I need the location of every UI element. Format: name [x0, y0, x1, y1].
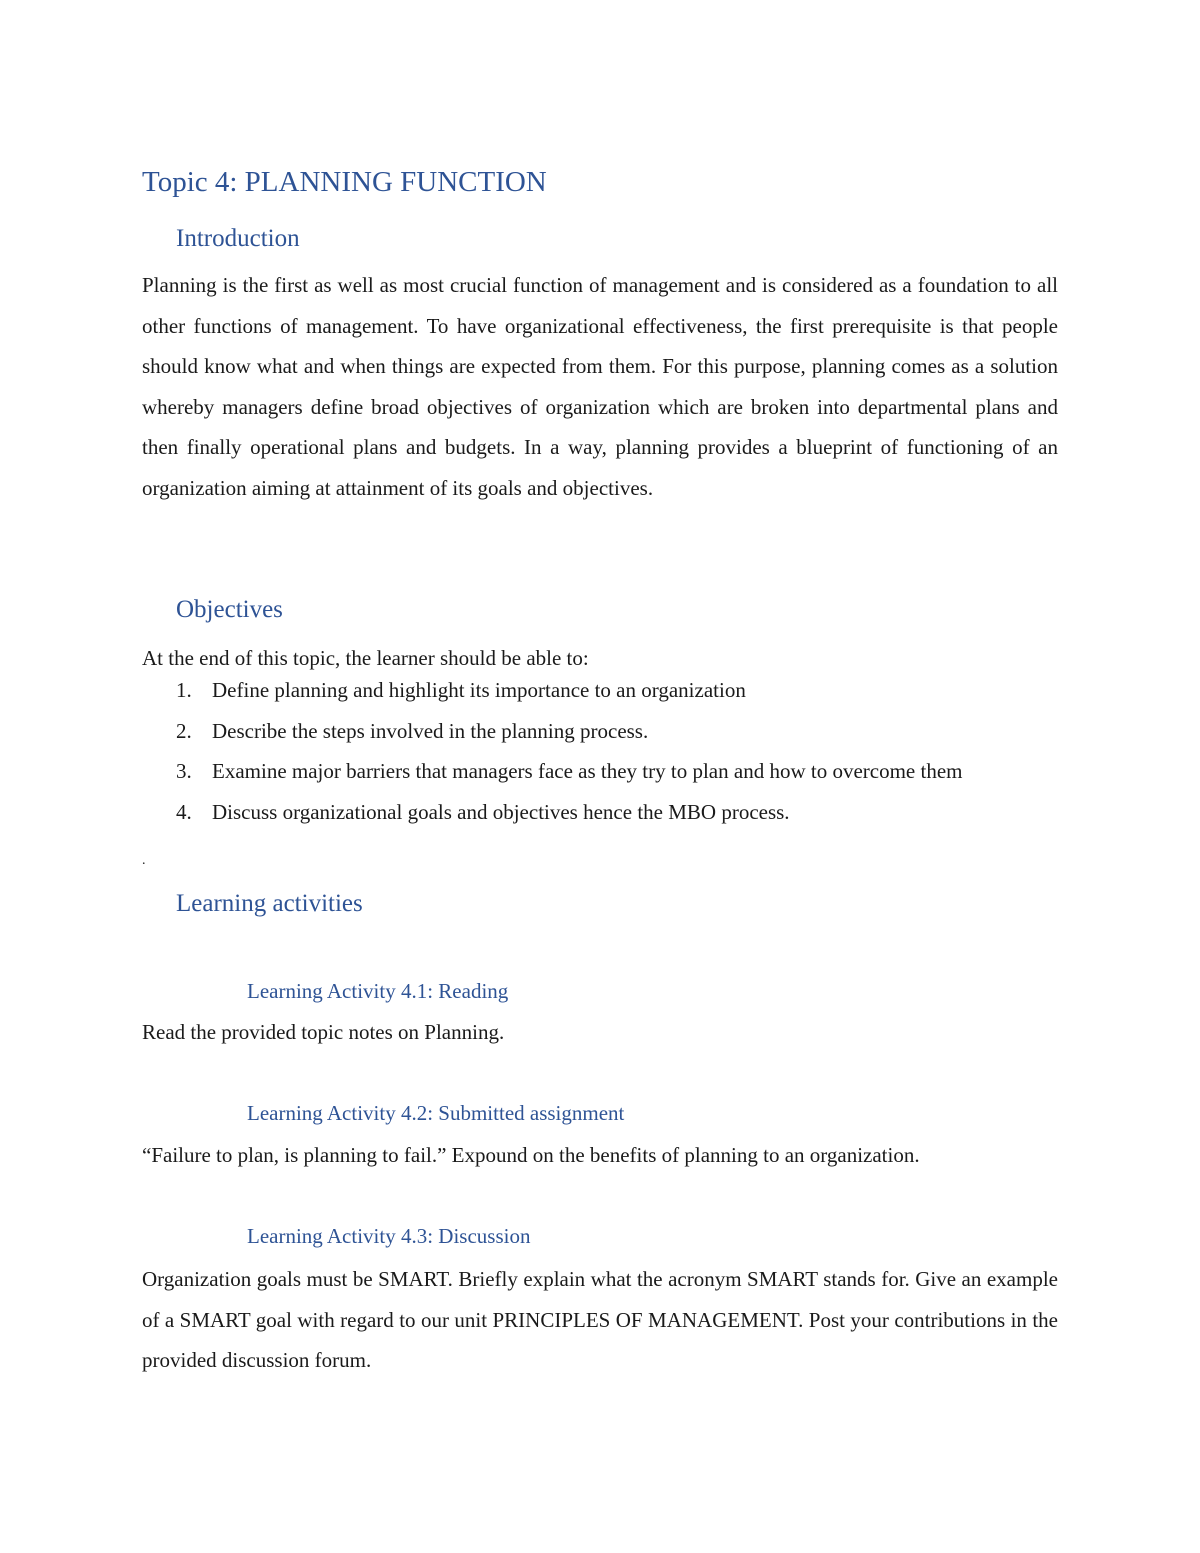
list-item-number: 4.: [176, 800, 192, 825]
page-title: Topic 4: PLANNING FUNCTION: [142, 166, 547, 198]
objectives-list: [142, 678, 962, 841]
list-item-text: Define planning and highlight its importance to an organization: [212, 678, 746, 702]
activity-4-2-heading: Learning Activity 4.2: Submitted assignment: [247, 1101, 625, 1125]
list-item: [142, 759, 962, 800]
stray-period-mark: .: [142, 853, 146, 868]
list-item-text: Examine major barriers that managers face as they try to plan and how to overcome them: [212, 759, 963, 784]
list-item: [142, 719, 962, 760]
activity-4-1-heading: Learning Activity 4.1: Reading: [247, 979, 509, 1003]
activity-4-2-body: “Failure to plan, is planning to fail.” Expound on the benefits of planning to an organization.: [142, 1143, 920, 1167]
list-item-text: Describe the steps involved in the planning process.: [212, 718, 649, 743]
list-item-text: Discuss organizational goals and objectives hence the MBO process.: [212, 800, 790, 825]
learning-activities-heading: Learning activities: [176, 890, 363, 917]
list-item-number: 1.: [176, 678, 192, 702]
list-item: [142, 800, 962, 841]
introduction-heading: Introduction: [176, 225, 300, 252]
list-item: [142, 678, 962, 719]
list-item-number: 3.: [176, 759, 192, 784]
objectives-lead: At the end of this topic, the learner should be able to:: [142, 646, 589, 670]
activity-4-3-heading: Learning Activity 4.3: Discussion: [247, 1224, 531, 1248]
objectives-heading: Objectives: [176, 596, 283, 623]
introduction-paragraph: Planning is the first as well as most crucial function of management and is considered as a foundation to all other functions of management. To have organizational effectiveness, the first prerequisite is that people should know what and when things are expected from them. For this purpose, planning comes as a solution whereby managers define broad objectives of organization which are broken into departmental plans and then finally operational plans and budgets. In a way, planning provides a blueprint of functioning of an organization aiming at attainment of its goals and objectives.: [142, 273, 1058, 500]
list-item-number: 2.: [176, 718, 192, 743]
activity-4-3-body: Organization goals must be SMART. Briefly explain what the acronym SMART stands for. Give an example of a SMART goal with regard to our unit PRINCIPLES OF MANAGEMENT. Post your contributions in the provided discussion forum.: [142, 1267, 1058, 1372]
activity-4-1-body: Read the provided topic notes on Planning.: [142, 1020, 505, 1044]
